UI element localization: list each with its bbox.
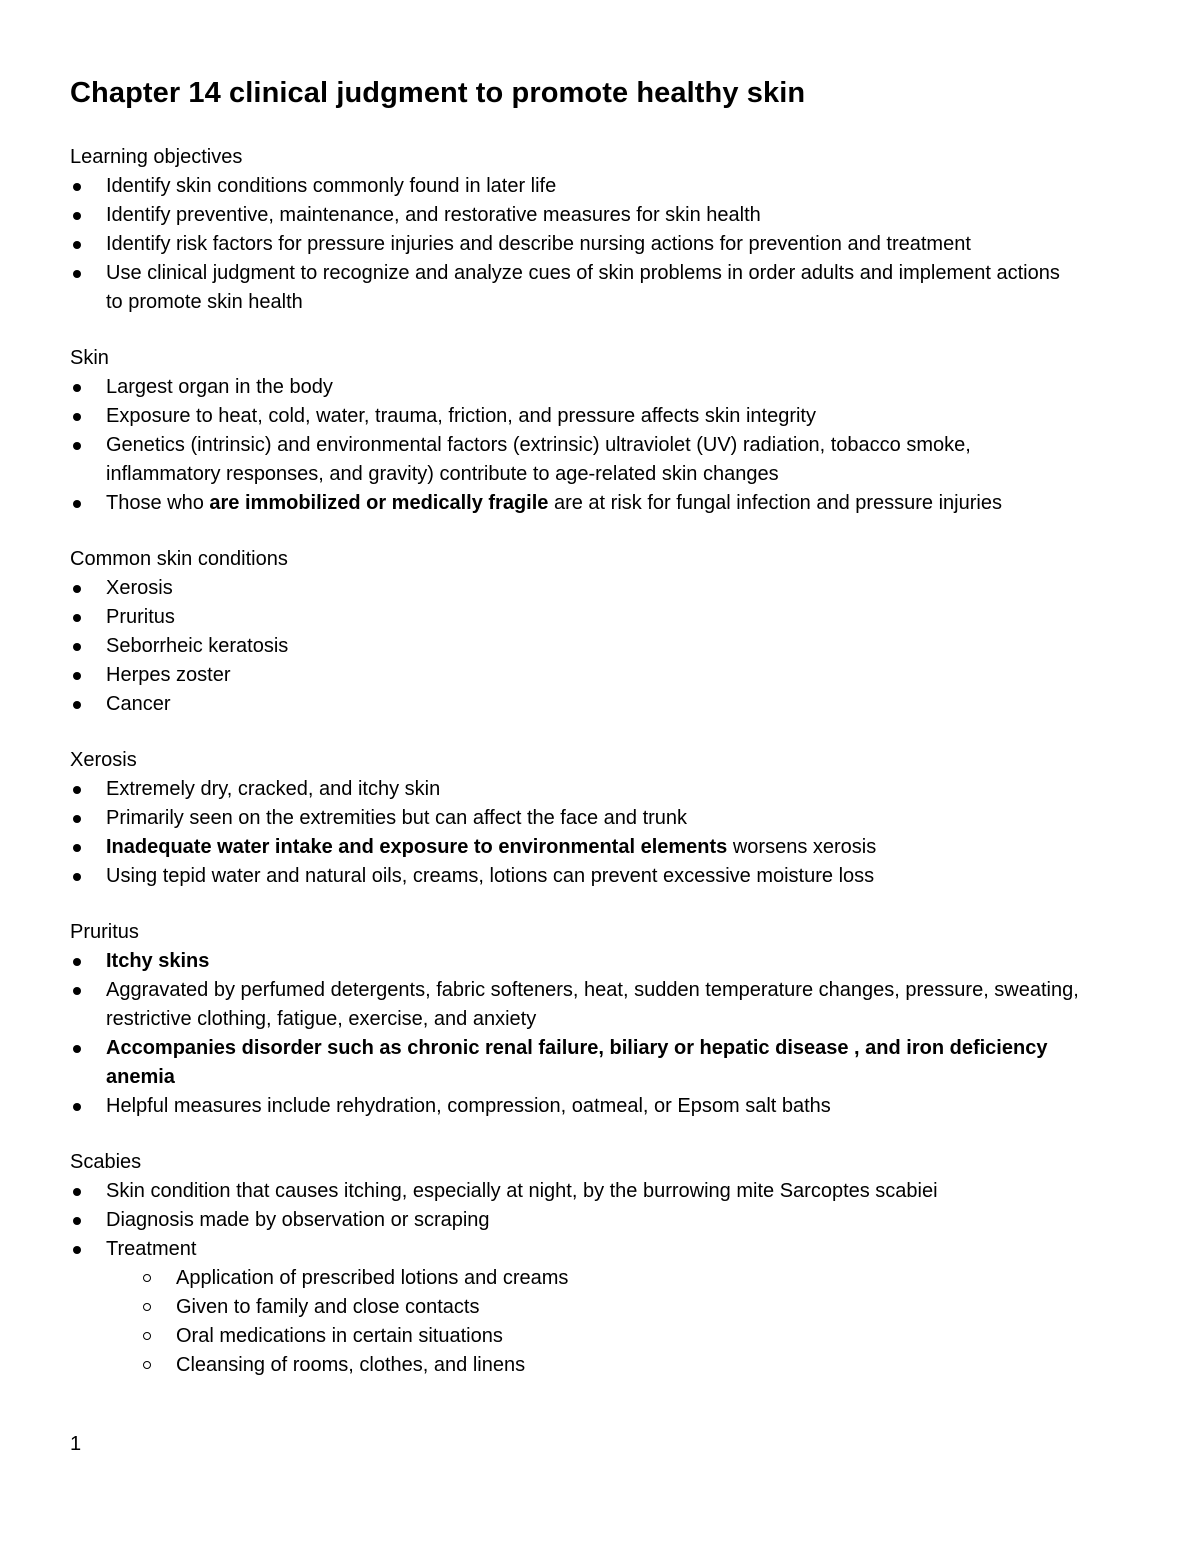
list-item: Seborrheic keratosis xyxy=(70,632,1130,661)
list-item: Use clinical judgment to recognize and analyze cues of skin problems in order adults and implement actions to promote skin health xyxy=(70,259,1130,317)
list-item: Largest organ in the body xyxy=(70,373,1130,402)
emphasis-text: Accompanies disorder such as chronic renal failure, biliary or hepatic disease , and iron deficiency anemia xyxy=(106,1037,1048,1088)
section-heading: Common skin conditions xyxy=(70,548,288,570)
bullet-list xyxy=(70,373,1130,518)
item-text: are at risk for fungal infection and pressure injuries xyxy=(548,492,1002,514)
section-heading: Xerosis xyxy=(70,749,137,771)
list-item: Identify risk factors for pressure injuries and describe nursing actions for prevention and treatment xyxy=(70,230,1130,259)
sub-bullet-list xyxy=(70,1264,1130,1380)
skin-section xyxy=(70,344,1130,518)
emphasis-text: Inadequate water intake and exposure to environmental elements xyxy=(106,836,728,858)
list-item xyxy=(70,833,1130,862)
list-item: Skin condition that causes itching, especially at night, by the burrowing mite Sarcoptes scabiei xyxy=(70,1177,1130,1206)
bullet-list xyxy=(70,947,1130,1121)
list-item: Cancer xyxy=(70,690,1130,719)
item-text: Application of prescribed lotions and creams xyxy=(176,1267,569,1289)
list-item: Helpful measures include rehydration, compression, oatmeal, or Epsom salt baths xyxy=(70,1092,1130,1121)
section-heading: Scabies xyxy=(70,1151,142,1173)
bullet-list xyxy=(70,574,1130,719)
item-text: Oral medications in certain situations xyxy=(176,1325,503,1347)
item-text: worsens xerosis xyxy=(727,836,877,858)
scabies-section xyxy=(70,1148,1130,1380)
list-item: Using tepid water and natural oils, creams, lotions can prevent excessive moisture loss xyxy=(70,862,1130,891)
common-conditions-section xyxy=(70,545,1130,719)
list-item: Diagnosis made by observation or scraping xyxy=(70,1206,1130,1235)
sub-list-item xyxy=(70,1293,1130,1322)
item-text: Given to family and close contacts xyxy=(176,1296,480,1318)
bullet-list xyxy=(70,1177,1130,1264)
list-item: Treatment xyxy=(70,1235,1130,1264)
learning-objectives-section xyxy=(70,143,1130,317)
section-heading: Pruritus xyxy=(70,921,139,943)
list-item xyxy=(70,1034,1130,1092)
bullet-list xyxy=(70,172,1130,317)
list-item: Exposure to heat, cold, water, trauma, friction, and pressure affects skin integrity xyxy=(70,402,1130,431)
pruritus-section xyxy=(70,918,1130,1121)
bullet-list xyxy=(70,775,1130,891)
list-item: Genetics (intrinsic) and environmental factors (extrinsic) ultraviolet (UV) radiation, tobacco smoke, inflammatory responses, and gravity) contribute to age-related skin changes xyxy=(70,431,1130,489)
list-item: Pruritus xyxy=(70,603,1130,632)
sub-list-item xyxy=(70,1322,1130,1351)
list-item: Identify preventive, maintenance, and restorative measures for skin health xyxy=(70,201,1130,230)
list-item xyxy=(70,489,1130,518)
item-text: Those who xyxy=(106,492,210,514)
list-item xyxy=(70,947,1130,976)
item-text: Cleansing of rooms, clothes, and linens xyxy=(176,1354,526,1376)
section-heading: Skin xyxy=(70,347,109,369)
list-item: Extremely dry, cracked, and itchy skin xyxy=(70,775,1130,804)
list-item: Xerosis xyxy=(70,574,1130,603)
list-item: Aggravated by perfumed detergents, fabric softeners, heat, sudden temperature changes, pressure, sweating, restrictive clothing, fatigue, exercise, and anxiety xyxy=(70,976,1130,1034)
xerosis-section xyxy=(70,746,1130,891)
emphasis-text: Itchy skins xyxy=(106,950,210,972)
list-item: Identify skin conditions commonly found in later life xyxy=(70,172,1130,201)
page-number: 1 xyxy=(70,1433,82,1455)
emphasis-text: are immobilized or medically fragile xyxy=(209,492,549,514)
list-item: Primarily seen on the extremities but can affect the face and trunk xyxy=(70,804,1130,833)
sub-list-item xyxy=(70,1264,1130,1293)
list-item: Herpes zoster xyxy=(70,661,1130,690)
sub-list-item xyxy=(70,1351,1130,1380)
section-heading: Learning objectives xyxy=(70,146,243,168)
page-title: Chapter 14 clinical judgment to promote healthy skin xyxy=(70,77,806,109)
